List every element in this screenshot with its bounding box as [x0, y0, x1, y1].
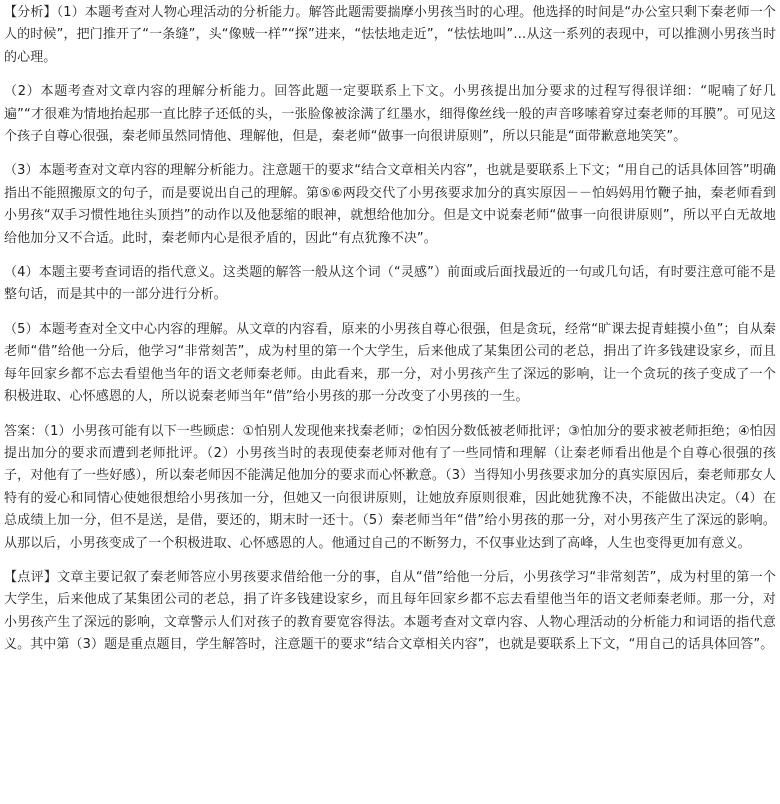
analysis-paragraph-1: 【分析】（1）本题考查对人物心理活动的分析能力。解答此题需要揣摩小男孩当时的心理。他选择的时间是“办公室只剩下秦老师一个人的时候”，把门推开了“一条缝”，头“像贼一样”“探”进来，“怯怯地走近”，“怯怯地叫”…从这一系列的表现中，可以推测小男孩当时的心理。: [4, 5, 776, 65]
analysis-paragraph-5: （5）本题考查对全文中心内容的理解。从文章的内容看，原来的小男孩自尊心很强，但是贪玩，经常“旷课去捉青蛙摸小鱼”；自从秦老师“借”给他一分后，他学习“非常刻苦”，成为村里的第一个大学生，后来他成了某集团公司的老总，捐出了许多钱建设家乡，而且每年回家乡都不忘去看望他当年的语文老师秦老师。由此看来，那一分，对小男孩产生了深远的影响，让一个贪玩的孩子变成了一个积极进取、心怀感恩的人，所以说秦老师当年“借”给小男孩的那一分改变了小男孩的一生。: [4, 321, 776, 405]
analysis-paragraph-4: （4）本题主要考查词语的指代意义。这类题的解答一般从这个词（“灵感”）前面或后面找最近的一句或几句话，有时要注意可能不是整句话，而是其中的一部分进行分析。: [4, 265, 776, 303]
answer-paragraph: 答案：（1）小男孩可能有以下一些顾虑：①怕别人发现他来找秦老师；②怕因分数低被老师批评；③怕加分的要求被老师拒绝；④怕因提出加分的要求而遭到老师批评。（2）小男孩当时的表现使秦老师对他有了一些同情和理解（让秦老师看出他是个自尊心很强的孩子，对他有了一些好感），所以秦老师因不能满足他加分的要求而心怀歉意。（3）当得知小男孩要求加分的真实原因后，秦老师那女人特有的爱心和同情心使她很想给小男孩加一分，但她又一向很讲原则，让她放弃原则很难，因此她犹豫不决，不能做出决定。（4）在总成绩上加一分，但不是送，是借，要还的，期末时一还十。（5）秦老师当年“借”给小男孩的那一分，对小男孩产生了深远的影响。从那以后，小男孩变成了一个积极进取、心怀感恩的人。他通过自己的不断努力，不仅事业达到了高峰，人生也变得更加有意义。: [4, 423, 776, 551]
analysis-paragraph-2: （2）本题考查对文章内容的理解分析能力。回答此题一定要联系上下文。小男孩提出加分要求的过程写得很详细：“呢喃了好几遍”“才很难为情地抬起那一直比脖子还低的头，一张脸像被涂满了红墨水，细得像丝线一般的声音哆嗦着穿过秦老师的耳膜”。可见这个孩子自尊心很强，秦老师虽然同情他、理解他，但是，秦老师“做事一向很讲原则”，所以只能是“面带歉意地笑笑”。: [4, 84, 776, 145]
comment-paragraph: 【点评】文章主要记叙了秦老师答应小男孩要求借给他一分的事，自从“借”给他一分后，小男孩学习“非常刻苦”，成为村里的第一个大学生，后来他成了某集团公司的老总，捐了许多钱建设家乡，而且每年回家乡都不忘去看望他当年的语文老师秦老师。那一分，对小男孩产生了深远的影响，文章警示人们对孩子的教育要宽容得法。本题考查对文章内容、人物心理活动的分析能力和词语的指代意义。其中第（3）题是重点题目，学生解答时，注意题干的要求“结合文章相关内容”，也就是要联系上下文，“用自己的话具体回答”。: [4, 569, 776, 653]
analysis-paragraph-3: （3）本题考查对文章内容的理解分析能力。注意题干的要求“结合文章相关内容”，也就是要联系上下文；“用自己的话具体回答”明确指出不能照搬原文的句子，而是要说出自己的理解。第⑤⑥两段交代了小男孩要求加分的真实原因－－怕妈妈用竹鞭子抽，秦老师看到小男孩“双手习惯性地往头顶挡”的动作以及他瑟缩的眼神，就想给他加分。但是文中说秦老师“做事一向很讲原则”，所以平白无故地给他加分又不合适。此时，秦老师内心是很矛盾的，因此“有点犹豫不决”。: [4, 163, 776, 246]
